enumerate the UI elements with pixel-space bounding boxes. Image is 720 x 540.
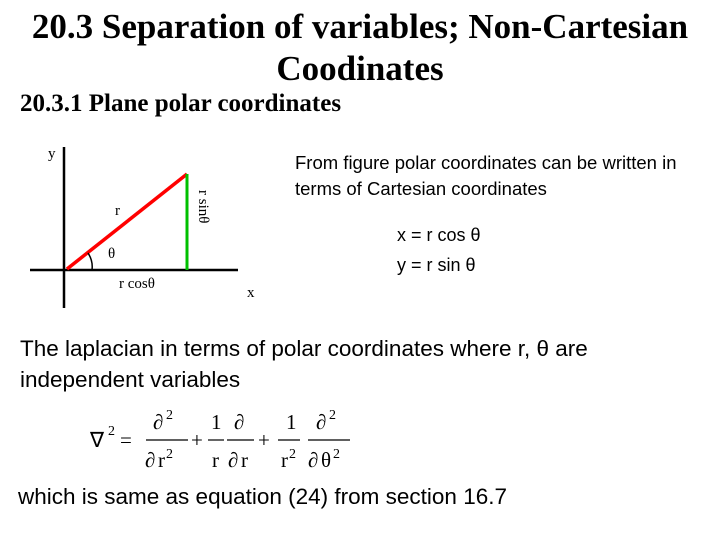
denominator-r: r — [281, 448, 288, 472]
denominator-r: r — [212, 448, 219, 472]
y-equation: y = r sin θ — [397, 255, 476, 275]
numerator-power: 2 — [329, 408, 336, 423]
numerator-one: 1 — [211, 410, 222, 434]
numerator-power: 2 — [166, 408, 173, 423]
denominator-power: 2 — [289, 447, 296, 462]
plus-sign: + — [258, 428, 270, 452]
hypotenuse-line — [67, 174, 187, 269]
polar-coordinate-diagram — [0, 140, 280, 315]
adjacent-label: r cosθ — [119, 276, 155, 292]
numerator-partial: ∂ — [153, 410, 164, 434]
denominator-partial: ∂ — [308, 448, 319, 472]
nabla-symbol: ∇ — [90, 428, 105, 452]
denominator-partial: ∂ — [228, 448, 239, 472]
closing-text: which is same as equation (24) from section 16.7 — [18, 484, 507, 509]
numerator-partial: ∂ — [234, 410, 245, 434]
denominator-r: r — [241, 448, 248, 472]
denominator-power: 2 — [333, 447, 340, 462]
laplacian-equation — [88, 405, 368, 475]
section-heading: 20.3.1 Plane polar coordinates — [20, 90, 342, 117]
numerator-partial: ∂ — [316, 410, 327, 434]
laplacian-intro: The laplacian in terms of polar coordinates where r, θ are independent variables — [20, 336, 588, 392]
theta-label: θ — [108, 246, 116, 262]
equals-sign: = — [120, 428, 132, 452]
denominator-power: 2 — [166, 447, 173, 462]
r-label: r — [115, 203, 120, 219]
page-title: 20.3 Separation of variables; Non-Cartesian Coodinates — [31, 7, 689, 88]
plus-sign: + — [191, 428, 203, 452]
denominator-partial: ∂ — [145, 448, 156, 472]
y-axis-label: y — [48, 146, 56, 162]
opposite-label: r sinθ — [195, 190, 211, 224]
intro-text: From figure polar coordinates can be written in terms of Cartesian coordinates — [295, 152, 677, 199]
x-equation: x = r cos θ — [397, 225, 481, 245]
denominator-r: r — [158, 448, 165, 472]
nabla-power: 2 — [108, 424, 115, 439]
numerator-one: 1 — [286, 410, 297, 434]
theta-arc — [88, 253, 92, 270]
x-axis-label: x — [247, 285, 255, 301]
denominator-theta: θ — [321, 448, 332, 472]
